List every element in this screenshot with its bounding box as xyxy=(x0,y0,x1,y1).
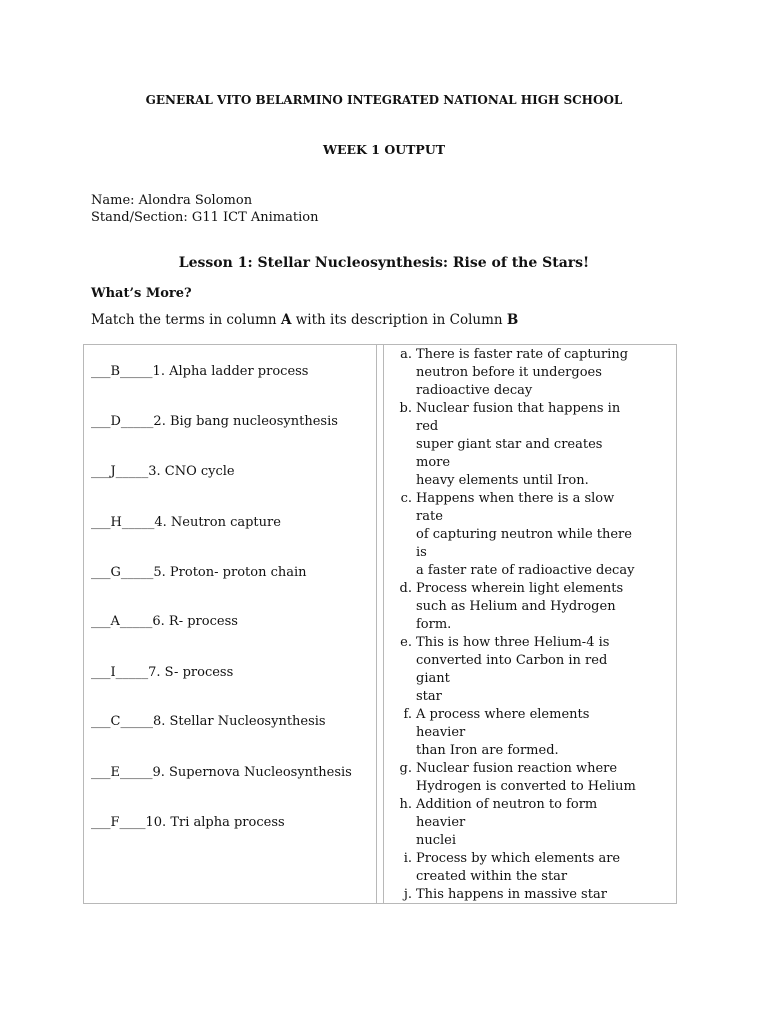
description-line: super giant star and creates xyxy=(416,437,603,452)
description-line: heavy elements until Iron. xyxy=(416,473,589,488)
description-line: Nuclear fusion that happens in xyxy=(416,401,621,416)
term-item: ___H_____4. Neutron capture xyxy=(91,515,281,530)
description-line: heavier xyxy=(416,725,466,740)
description-line: such as Helium and Hydrogen xyxy=(416,599,616,614)
description-line: Nuclear fusion reaction where xyxy=(416,761,618,776)
description-line: rate xyxy=(416,509,443,524)
description-letter: j. xyxy=(403,887,412,902)
term-item: ___D_____2. Big bang nucleosynthesis xyxy=(91,414,338,429)
description-item xyxy=(403,850,671,886)
description-item xyxy=(400,346,671,400)
term-item: ___E_____9. Supernova Nucleosynthesis xyxy=(91,765,352,780)
description-letter: i. xyxy=(403,851,412,866)
description-item xyxy=(399,580,671,634)
description-line: This is how three Helium-4 is xyxy=(416,635,610,650)
student-section: Stand/Section: G11 ICT Animation xyxy=(91,210,319,225)
description-line: created within the star xyxy=(416,869,568,884)
section-heading: What’s More? xyxy=(91,286,192,301)
description-letter: f. xyxy=(403,707,412,722)
description-item xyxy=(403,706,671,760)
description-letter: a. xyxy=(400,347,412,362)
term-item: ___A_____6. R- process xyxy=(91,614,238,629)
term-item: ___J_____3. CNO cycle xyxy=(91,464,235,479)
description-line: radioactive decay xyxy=(416,383,533,398)
description-line: There is faster rate of capturing xyxy=(416,347,629,362)
description-line: a faster rate of radioactive decay xyxy=(416,563,635,578)
description-item xyxy=(403,886,671,904)
description-item xyxy=(399,400,671,490)
description-line: A process where elements xyxy=(416,707,590,722)
description-line: nuclei xyxy=(416,833,457,848)
description-item xyxy=(400,634,671,706)
description-line: Process by which elements are xyxy=(416,851,621,866)
description-line: giant xyxy=(416,671,450,686)
description-line: Happens when there is a slow xyxy=(416,491,615,506)
column-b-label: B xyxy=(506,312,519,328)
column-a-label: A xyxy=(280,312,292,328)
description-line: form. xyxy=(416,617,452,632)
matching-table xyxy=(83,344,677,904)
student-name: Name: Alondra Solomon xyxy=(91,193,253,208)
lesson-title: Lesson 1: Stellar Nucleosynthesis: Rise of the Stars! xyxy=(178,255,590,271)
description-letter: d. xyxy=(399,581,412,596)
description-letter: h. xyxy=(399,797,412,812)
description-line: of capturing neutron while there xyxy=(416,527,632,542)
term-item: ___F____10. Tri alpha process xyxy=(91,815,285,830)
description-line: Addition of neutron to form xyxy=(416,797,598,812)
description-line: more xyxy=(416,455,451,470)
description-letter: b. xyxy=(399,401,412,416)
description-line: Process wherein light elements xyxy=(416,581,624,596)
description-line: than Iron are formed. xyxy=(416,743,559,758)
description-item xyxy=(400,490,671,580)
column-divider xyxy=(376,345,377,903)
week-title: WEEK 1 OUTPUT xyxy=(322,142,446,157)
description-line: This happens in massive star xyxy=(416,887,607,902)
description-letter: e. xyxy=(400,635,412,650)
instructions xyxy=(91,312,518,328)
description-line: Hydrogen is converted to Helium xyxy=(416,779,636,794)
term-item: ___G_____5. Proton- proton chain xyxy=(91,565,307,580)
term-item: ___I_____7. S- process xyxy=(91,665,234,680)
term-item: ___C_____8. Stellar Nucleosynthesis xyxy=(91,714,326,729)
description-line: red xyxy=(416,419,439,434)
description-line: neutron before it undergoes xyxy=(416,365,602,380)
description-line: star xyxy=(416,689,442,704)
description-line: is xyxy=(416,545,427,560)
description-item xyxy=(399,760,671,796)
description-item xyxy=(399,796,671,850)
instructions-prefix: Match the terms in column xyxy=(91,312,281,328)
description-letter: c. xyxy=(400,491,412,506)
instructions-mid: with its description in Column xyxy=(291,312,507,328)
term-item: ___B_____1. Alpha ladder process xyxy=(91,364,309,379)
description-line: heavier xyxy=(416,815,466,830)
column-divider xyxy=(383,345,384,903)
description-letter: g. xyxy=(399,761,412,776)
school-name: GENERAL VITO BELARMINO INTEGRATED NATIONAL HIGH SCHOOL xyxy=(145,93,623,107)
description-line: converted into Carbon in red xyxy=(416,653,608,668)
